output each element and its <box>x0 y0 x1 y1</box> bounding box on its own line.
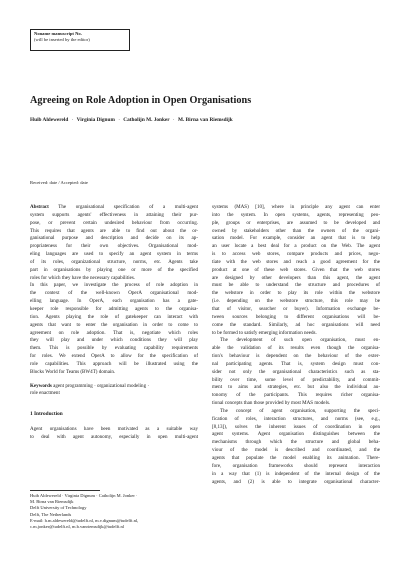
text-line: ple, groups or enterprises, are assumed to be developed and <box>212 219 380 226</box>
left-column <box>30 204 198 442</box>
text-line: Blocks World for Teams (BW4T) domain. <box>30 368 116 375</box>
right-paragraph-2 <box>212 337 380 408</box>
text-line: sider not only the organisational characteristics such as sta- <box>212 368 380 375</box>
text-line: This requires that agents are able to find out about the or- <box>30 227 198 234</box>
text-line: pose, or prevent certain undesired behaviour from occurring. <box>30 219 198 226</box>
text-line: for roles. We extend OperA to allow for the specification of <box>30 353 198 360</box>
text-line: agents that want to enter the organisation in order to come to <box>30 321 198 328</box>
text-line: roles for which they have the necessary capabilities. <box>30 274 136 281</box>
text-line: ment to aims and strategies, etc. but also the individual au- <box>212 384 380 391</box>
section-heading: 1 Introduction <box>30 411 63 418</box>
text-line: agents that populate the model enabling its animation. There- <box>212 455 380 461</box>
manuscript-editor-note: (will be inserted by the editor) <box>34 37 90 43</box>
text-line: bility over time, some level of predictability, and commit- <box>212 376 380 383</box>
text-line: the context of the well-known OperA organisational mod- <box>30 290 198 297</box>
author-name: M. Birna van Riemsdijk <box>177 117 233 123</box>
text-line: system supports agents' effectiveness in attaining their pur- <box>30 211 198 218</box>
text-line: nal participating agents. That is, system design must con- <box>212 360 380 367</box>
abstract-paragraph <box>30 204 198 282</box>
footnote-line: Huib Aldewereld · Virginia Dignum · Catholijn M. Jonker · <box>30 493 138 498</box>
text-line: agents, and (2) is able to integrate organisational character- <box>212 478 380 485</box>
text-line: systems (MAS) [10], where in principle any agent can enter <box>212 204 380 210</box>
text-line: able the validation of its results even though the organisa- <box>212 345 380 352</box>
author-name: Huib Aldewereld <box>30 117 69 123</box>
text-line: owned by stakeholders other than the owners of the organi- <box>212 227 380 234</box>
text-line: part in organisations by playing one or more of the specified <box>30 266 198 273</box>
text-line <box>30 204 198 212</box>
text-line: [8,13]), solves the inherent issues of coordination in open <box>212 423 380 430</box>
footnote-line: Delft, The Netherlands <box>30 511 72 517</box>
text-line: fication of roles, interaction structures, and norms (see, e.g., <box>212 415 380 422</box>
author-name: Virginia Dignum <box>76 117 115 123</box>
text-line: mechanisms through which the structure and global beha- <box>212 439 380 446</box>
text-line: ganisational purpose and description and decide on its ap- <box>30 235 198 242</box>
manuscript-number-box <box>30 29 130 51</box>
text-line: they will play and under which conditions they will play <box>30 337 198 344</box>
text-line: to be formed to satisfy emerging information needs. <box>212 329 317 336</box>
text-line: tween sources belonging to different organisations will be- <box>212 313 380 320</box>
text-line: viour of the model is described and coordinated, and the <box>212 447 380 454</box>
right-column <box>212 204 380 486</box>
footnote-line: E-mail: h.m.aldewereld@tudelft.nl, m.v.dignum@tudelft.nl, <box>30 517 139 523</box>
keywords-text: agent programming · organizational modeling · <box>53 382 150 389</box>
keywords <box>30 383 198 399</box>
text-line: tional concepts than those provided by most MAS models. <box>212 400 331 407</box>
author-footnote <box>30 493 200 530</box>
received-date: Received: date / Accepted: date <box>30 180 88 185</box>
text-line: agent systems. Agent organisation distinguishes between the <box>212 431 380 438</box>
author-separator: · <box>172 117 175 123</box>
manuscript-number-label: Noname manuscript No. <box>34 31 82 36</box>
author-separator: · <box>71 117 74 123</box>
text-line: The development of such open organisation, must en- <box>220 337 380 344</box>
text-line: (i.e. depending on the webstore structure, this role may be <box>212 298 380 305</box>
text-line: fore, organisation frameworks should represent interaction <box>212 462 380 469</box>
text-line: tion's behaviour is dependent on the behaviour of the exter- <box>212 353 380 360</box>
keywords-text-cont: role enactment <box>30 390 60 397</box>
text-line: propriateness for their own objectives. Organisational mod- <box>30 243 198 250</box>
text-line: product at one of these web stores. Given that the web stores <box>212 266 380 273</box>
text-line: keeper role responsible for admitting agents to the organisa- <box>30 305 198 312</box>
abstract-paragraph <box>30 282 198 376</box>
footnote-line: c.m.jonker@tudelft.nl, m.b.vanriemsdijk@tudelft.nl <box>30 524 125 530</box>
keywords-label: Keywords <box>30 382 52 389</box>
text-line: agreement on role adoption. That is, negotiate which roles <box>30 329 198 336</box>
text-line: eling languages are used to specify an agent system in terms <box>30 251 198 258</box>
text-line: that of visitor, searcher or buyer). Information exchange be- <box>212 305 380 312</box>
text-line: tion. Agents playing the role of gatekeeper can interact with <box>30 313 198 320</box>
author-list <box>30 117 390 123</box>
text-line: of its roles, organizational structure, norms, etc. Agents take <box>30 258 198 265</box>
text-line: sation model. For example, consider an agent that is to help <box>212 235 380 242</box>
footnote-line: Delft University of Technology <box>30 505 87 511</box>
text-line: an user locate a best deal for a product on the Web. The agent <box>212 243 380 250</box>
footnote-line: M. Birna van Riemsdijk <box>30 499 74 505</box>
text-line: come the standard. Similarly, ad hoc organisations will need <box>212 321 380 328</box>
text-line: tiate with the web stores and reach a good agreement for the <box>212 258 380 265</box>
introduction-text <box>30 426 198 442</box>
text-line: Agent organisations have been motivated as a suitable way <box>30 426 198 433</box>
author-separator: · <box>118 117 120 123</box>
text-line: the webstore in order to play its role within the webstore <box>212 290 380 297</box>
abstract <box>30 204 198 377</box>
right-paragraph-3 <box>212 408 380 486</box>
text-line: to deal with agent autonomy, especially in open multi-agent <box>30 433 198 440</box>
footnote-rule <box>30 490 100 491</box>
paper-title: Agreeing on Role Adoption in Open Organisations <box>30 95 252 106</box>
text-line: role capabilities. This approach will be illustrated using the <box>30 360 198 367</box>
text-line: is to access web stores, compare products and prices, nego- <box>212 251 380 258</box>
text-line: tonomy of the participants. This requires richer organisa- <box>212 392 380 399</box>
text-line: The concept of agent organisation, supporting the speci- <box>220 407 380 414</box>
text-line: into the system. In open systems, agents, representing peo- <box>212 211 380 218</box>
text-line: are designed by other developers than this agent, the agent <box>212 274 380 281</box>
text-line: in a way that (1) is independent of the internal design of the <box>212 470 380 477</box>
text-line: In this paper, we investigate the process of role adoption in <box>30 282 198 289</box>
right-paragraph-1 <box>212 204 380 337</box>
text-line: must be able to understand the structure and procedures of <box>212 282 380 289</box>
text-line: elling language. In OperA, each organisation has a gate- <box>30 298 198 305</box>
text-line: them. This is possible by evaluating capability requirements <box>30 345 198 352</box>
abstract-label: Abstract <box>30 204 49 210</box>
author-name: Catholijn M. Jonker <box>123 117 170 123</box>
abstract-line-text: The organisational specification of a multi-agent <box>58 204 198 210</box>
